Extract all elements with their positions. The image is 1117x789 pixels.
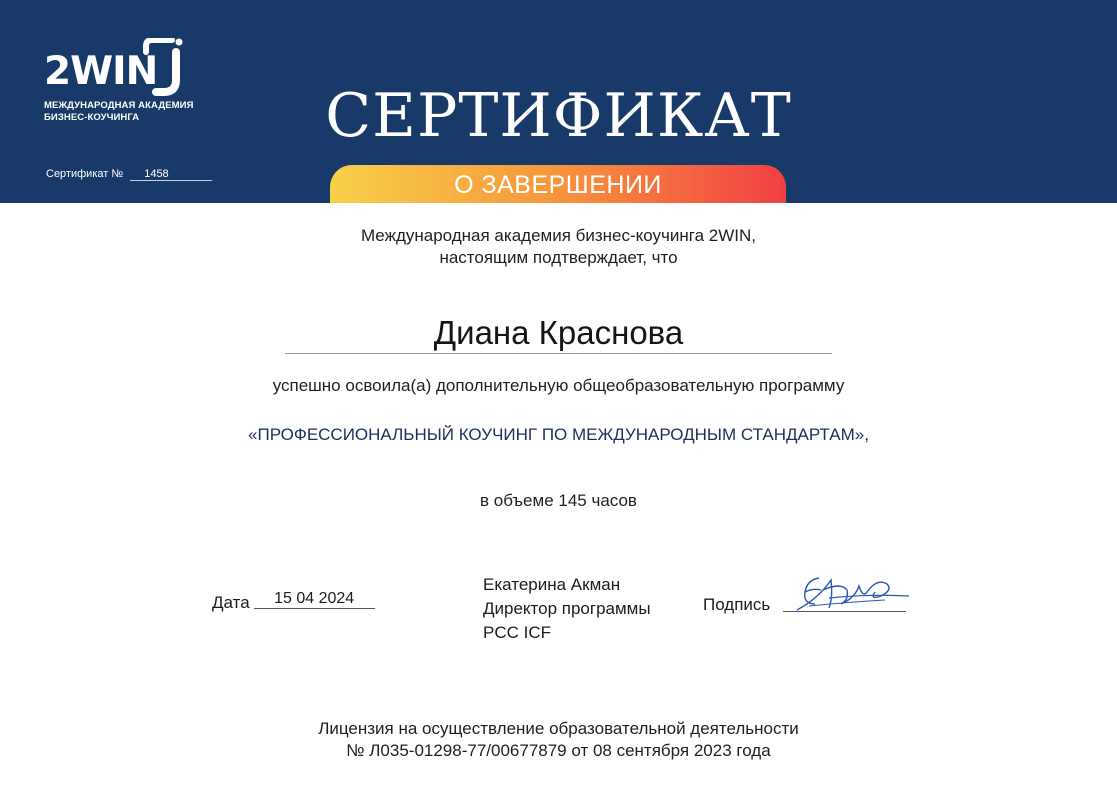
intro-line1: Международная академия бизнес-коучинга 2WIN,	[360, 226, 757, 245]
license-line1: Лицензия на осуществление образовательной деятельности	[318, 719, 799, 738]
completion-badge: О ЗАВЕРШЕНИИ	[330, 165, 786, 203]
director-info	[483, 573, 651, 645]
program-name: «ПРОФЕССИОНАЛЬНЫЙ КОУЧИНГ ПО МЕЖДУНАРОДНЫМ СТАНДАРТАМ»	[248, 425, 865, 444]
certificate-title: СЕРТИФИКАТ	[325, 81, 792, 151]
logo-subtitle-line2: БИЗНЕС-КОУЧИНГА	[44, 112, 140, 123]
hours-text: в объеме 145 часов	[480, 491, 637, 510]
recipient-name: Диана Краснова	[285, 313, 832, 354]
intro-text	[0, 225, 1117, 269]
logo-wordmark: 2WIN	[44, 49, 158, 94]
certificate-number-value: 1458	[130, 168, 212, 181]
director-name: Екатерина Акман	[483, 575, 621, 594]
intro-line2: настоящим подтверждает, что	[439, 248, 678, 267]
handwritten-signature	[789, 568, 911, 618]
certificate-number	[46, 168, 212, 181]
logo-subtitle-line1: МЕЖДУНАРОДНАЯ АКАДЕМИЯ	[44, 100, 194, 111]
logo-subtitle	[44, 100, 194, 124]
signature-label: Подпись	[703, 595, 771, 614]
date-block	[212, 590, 375, 614]
license-info	[0, 718, 1117, 762]
academy-logo	[44, 38, 194, 128]
director-position: Директор программы	[483, 599, 651, 618]
logo-hook-icon	[132, 38, 184, 100]
date-label: Дата	[212, 593, 250, 612]
program-name-block	[0, 425, 1117, 445]
program-trail: ,	[864, 425, 869, 444]
certificate-number-label: Сертификат №	[46, 168, 124, 180]
director-credential: PCC ICF	[483, 623, 551, 642]
mastered-text: успешно освоила(а) дополнительную общеобразовательную программу	[272, 376, 845, 395]
date-value: 15 04 2024	[254, 590, 375, 609]
license-line2: № Л035-01298-77/00677879 от 08 сентября 2023 года	[346, 741, 771, 760]
signature-block	[703, 595, 770, 615]
